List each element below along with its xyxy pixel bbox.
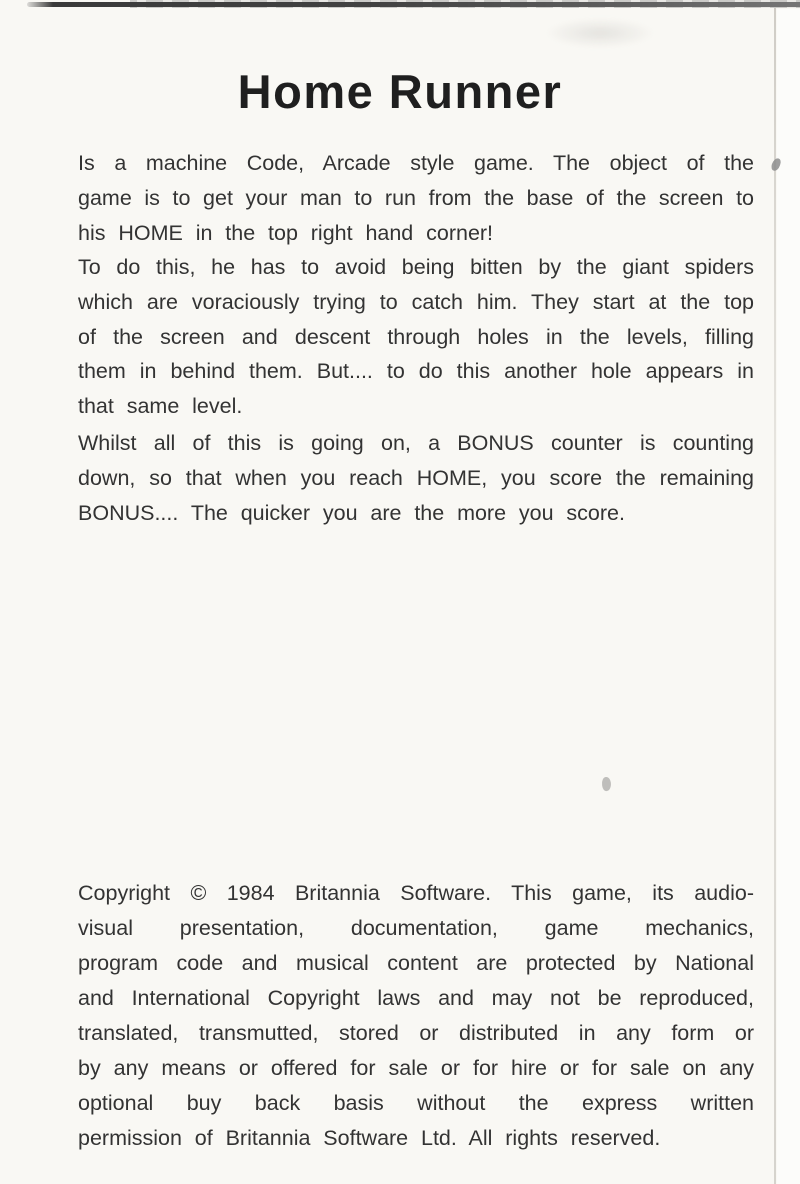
scan-smudge (545, 18, 655, 48)
text-line: To do this, he has to avoid being bitten by the giant spiders (78, 255, 754, 279)
text-line: Is a machine Code, Arcade style game. The object of the (78, 151, 754, 175)
text-line: BONUS.... The quicker you are the more you score. (78, 500, 625, 525)
text-line: which are voraciously trying to catch him. They start at the top (78, 289, 754, 314)
copyright-line: by any means or offered for sale or for hire or for sale on any (78, 1056, 754, 1080)
copyright-line: visual presentation, documentation, game mechanics, (78, 916, 754, 940)
paragraph-bonus (78, 426, 754, 530)
copyright-line: optional buy back basis without the express written (78, 1091, 754, 1115)
scan-margin-strip (777, 9, 800, 1184)
copyright-line: program code and musical content are protected by National (78, 951, 754, 975)
page-title: Home Runner (237, 65, 563, 118)
paragraph-spiders (78, 250, 754, 424)
page-crease-line (774, 8, 776, 1184)
text-line: game is to get your man to run from the base of the screen to (78, 185, 754, 210)
copyright-notice (78, 876, 754, 1156)
text-line: that same level. (78, 394, 243, 419)
dust-speck (601, 776, 612, 791)
text-line: down, so that when you reach HOME, you score the remaining (78, 465, 754, 490)
text-line: his HOME in the top right hand corner! (78, 220, 494, 245)
copyright-line: translated, transmutted, stored or distributed in any form or (78, 1021, 754, 1045)
scan-artifact-top-edge (27, 2, 800, 7)
paragraph-intro (78, 146, 754, 250)
copyright-line: and International Copyright laws and may not be reproduced, (78, 986, 754, 1010)
copyright-line: permission of Britannia Software Ltd. All rights reserved. (78, 1126, 661, 1150)
text-line: them in behind them. But.... to do this another hole appears in (78, 359, 754, 384)
text-line: Whilst all of this is going on, a BONUS counter is counting (78, 431, 754, 455)
copyright-line: Copyright © 1984 Britannia Software. This game, its audio- (78, 881, 754, 905)
text-line: of the screen and descent through holes in the levels, filling (78, 324, 754, 349)
